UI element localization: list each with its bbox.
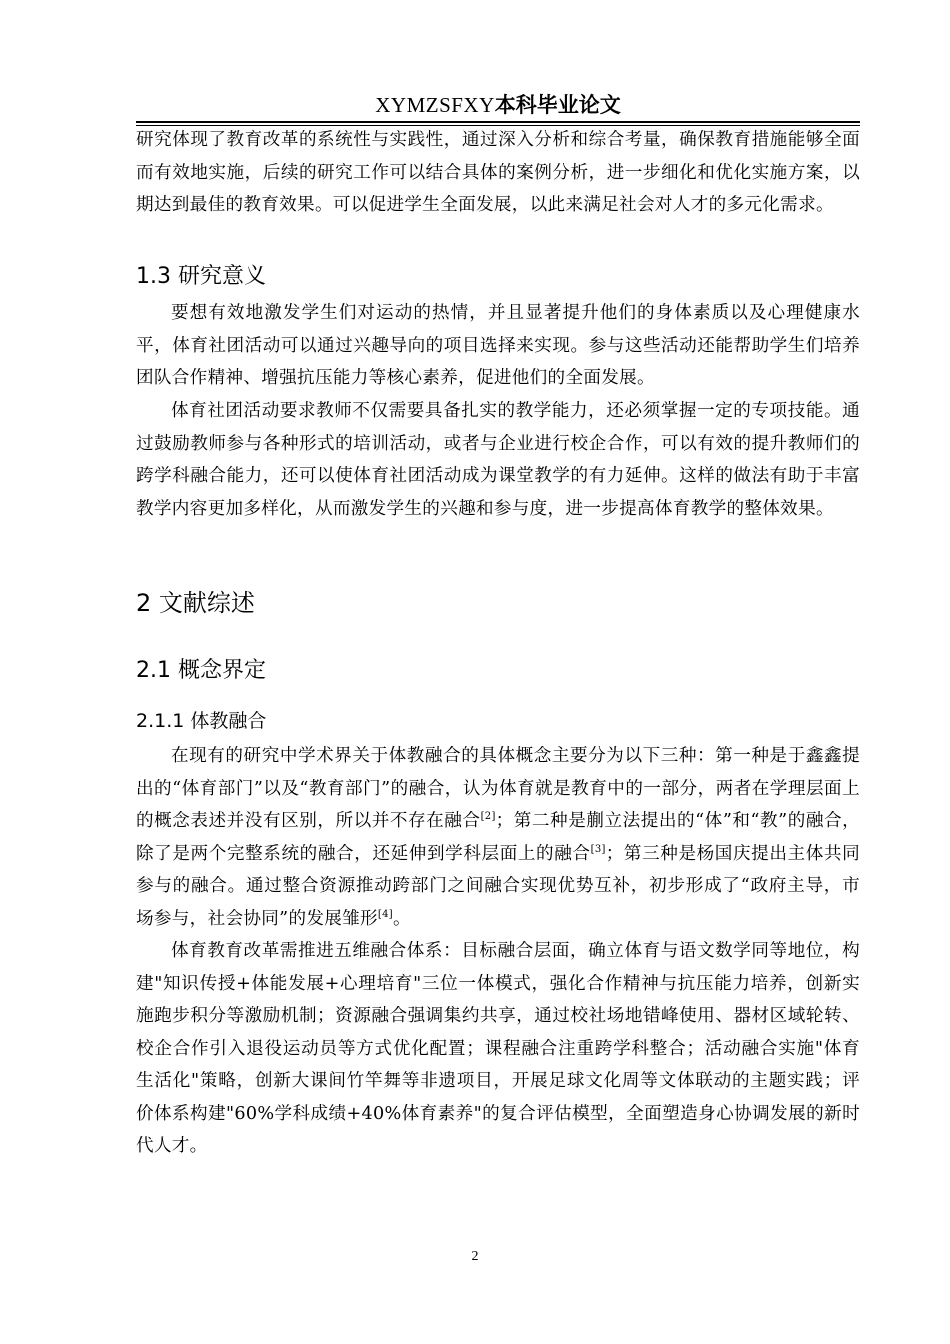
subsection-heading-2-1-1: 2.1.1 体教融合: [136, 710, 267, 732]
citation-ref-3: [3]: [590, 843, 606, 855]
chapter-heading-2: 2 文献综述: [136, 589, 255, 617]
paragraph-significance-1: 要想有效地激发学生们对运动的热情，并且显著提升他们的身体素质以及心理健康水平，体育社团活动可以通过兴趣导向的项目选择来实现。参与这些活动还能帮助学生们培养团队合作精神、增强抗压能力等核心素养，促进他们的全面发展。: [136, 303, 860, 388]
fusion-text-part-c: ；第三种是杨国庆提出主体共同参与的融合。通过整合资源推动跨部门之间融合实现优势互补，初步形成了“政府主导，市场参与，社会协同”的发展雏形: [136, 843, 860, 929]
fusion-text-part-a: 在现有的研究中学术界关于体教融合的具体概念主要分为以下三种：第一种是于鑫鑫提出的“体育部门”以及“教育部门”的融合，认为体育就是教育中的一部分，两者在学理层面上的概念表述并没有区别，所以并不存在融合: [136, 746, 860, 831]
citation-ref-2: [2]: [480, 811, 496, 823]
section-heading-1-3: 1.3 研究意义: [136, 264, 266, 289]
section-heading-2-1: 2.1 概念界定: [136, 658, 266, 683]
page-header: [136, 92, 860, 118]
fusion-text-part-b: ；第二种是蒯立法提出的“体”和“教”的融合，除了是两个完整系统的融合，还延伸到学科层面上的融合: [136, 811, 860, 864]
paragraph-fusion-system: 体育教育改革需推进五维融合体系：目标融合层面，确立体育与语文数学同等地位，构建"知识传授+体能发展+心理培育"三位一体模式，强化合作精神与抗压能力培养，创新实施跑步积分等激励机制；资源融合强调集约共享，通过校社场地错峰使用、器材区域轮转、校企合作引入退役运动员等方式优化配置；课程融合注重跨学科整合；活动融合实施"体育生活化"策略，创新大课间竹竿舞等非遗项目，开展足球文化周等文体联动的主题实践；评价体系构建"60%学科成绩+40%体育素养"的复合评估模型，全面塑造身心协调发展的新时代人才。: [136, 941, 860, 1156]
paragraph-fusion-definition: [136, 740, 860, 935]
paragraph-continuation: 研究体现了教育改革的系统性与实践性，通过深入分析和综合考量，确保教育措施能够全面而有效地实施，后续的研究工作可以结合具体的案例分析，进一步细化和优化实施方案，以期达到最佳的教育效果。可以促进学生全面发展，以此来满足社会对人才的多元化需求。: [136, 130, 860, 215]
fusion-text-part-d: 。: [393, 908, 411, 929]
header-title: 本科毕业论文: [494, 93, 621, 117]
page-number: 2: [471, 1249, 479, 1264]
header-code: XYMZSFXY: [375, 93, 495, 117]
citation-ref-4: [4]: [377, 908, 393, 920]
header-rule-thick: [136, 121, 860, 123]
paragraph-significance-2: 体育社团活动要求教师不仅需要具备扎实的教学能力，还必须掌握一定的专项技能。通过鼓励教师参与各种形式的培训活动，或者与企业进行校企合作，可以有效的提升教师们的跨学科融合能力，还可以使体育社团活动成为课堂教学的有力延伸。这样的做法有助于丰富教学内容更加多样化，从而激发学生的兴趣和参与度，进一步提高体育教学的整体效果。: [136, 401, 860, 519]
